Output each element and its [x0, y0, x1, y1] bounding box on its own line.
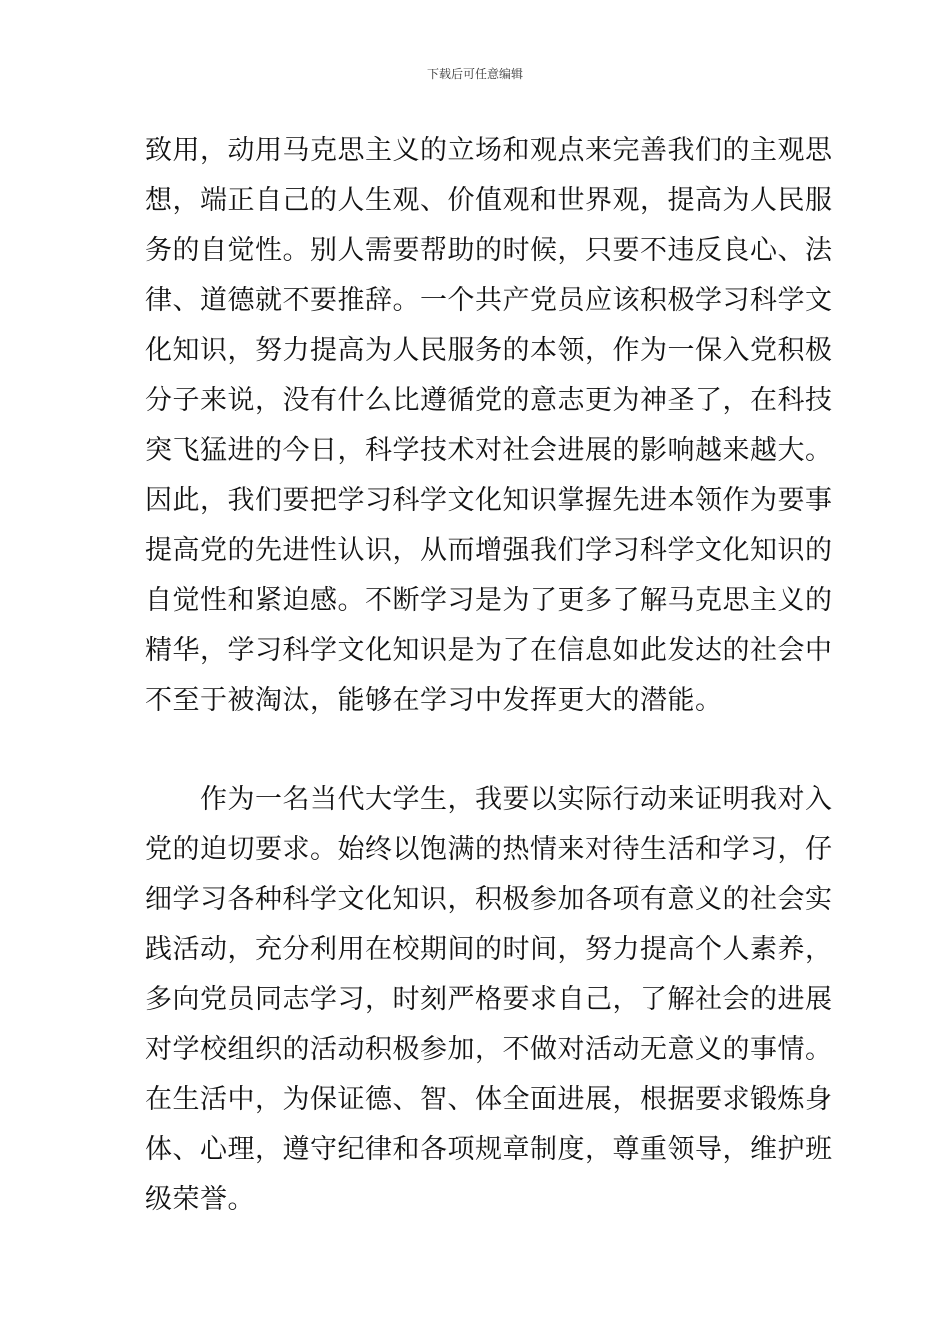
text-line: 化知识，努力提高为人民服务的本领，作为一保入党积极	[145, 335, 833, 366]
text-line: 多向党员同志学习，时刻严格要求自己，了解社会的进展	[145, 984, 833, 1015]
text-line: 级荣誉。	[145, 1184, 255, 1215]
text-line: 践活动，充分利用在校期间的时间，努力提高个人素养，	[145, 934, 833, 965]
text-line: 致用，动用马克思主义的立场和观点来完善我们的主观思	[145, 135, 833, 166]
text-line: 体、心理，遵守纪律和各项规章制度，尊重领导，维护班	[145, 1134, 833, 1165]
text-line: 想，端正自己的人生观、价值观和世界观，提高为人民服	[145, 185, 833, 216]
text-line: 党的迫切要求。始终以饱满的热情来对待生活和学习，仔	[145, 834, 833, 865]
text-line: 律、道德就不要推辞。一个共产党员应该积极学习科学文	[145, 285, 833, 316]
text-line: 对学校组织的活动积极参加，不做对活动无意义的事情。	[145, 1034, 833, 1065]
text-line: 务的自觉性。别人需要帮助的时候，只要不违反良心、法	[145, 235, 833, 266]
page-header: 下载后可任意编辑	[426, 67, 523, 81]
text-line: 突飞猛进的今日，科学技术对社会进展的影响越来越大。	[145, 435, 833, 466]
text-line: 作为一名当代大学生，我要以实际行动来证明我对入	[145, 784, 833, 815]
text-line: 精华，学习科学文化知识是为了在信息如此发达的社会中	[145, 635, 833, 666]
text-line: 提高党的先进性认识，从而增强我们学习科学文化知识的	[145, 535, 833, 566]
text-line: 因此，我们要把学习科学文化知识掌握先进本领作为要事	[145, 485, 833, 516]
text-line: 自觉性和紧迫感。不断学习是为了更多了解马克思主义的	[145, 585, 833, 616]
text-line: 在生活中，为保证德、智、体全面进展，根据要求锻炼身	[145, 1084, 833, 1115]
text-line: 细学习各种科学文化知识，积极参加各项有意义的社会实	[145, 884, 833, 915]
paragraph-2	[145, 775, 833, 1225]
text-line: 不至于被淘汰，能够在学习中发挥更大的潜能。	[145, 685, 723, 716]
paragraph-1	[145, 126, 833, 726]
text-line: 分子来说，没有什么比遵循党的意志更为神圣了，在科技	[145, 385, 833, 416]
